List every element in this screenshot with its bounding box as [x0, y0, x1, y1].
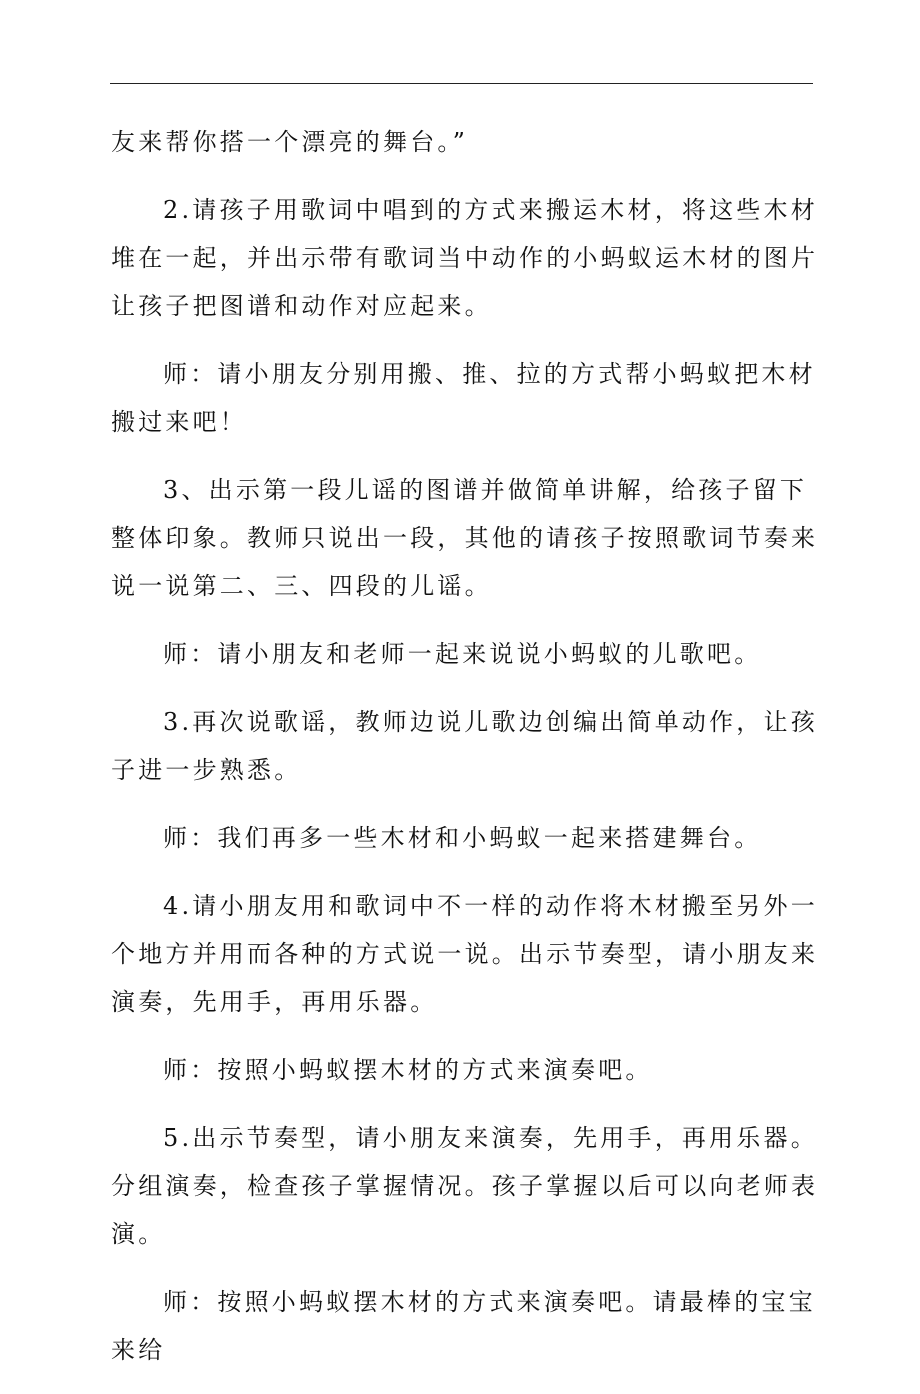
paragraph-4: 3、出示第一段儿谣的图谱并做简单讲解，给孩子留下整体印象。教师只说出一段，其他的请孩子按照歌词节奏来说一说第二、三、四段的儿谣。 — [111, 476, 819, 600]
paragraph-6: 3.再次说歌谣，教师边说儿歌边创编出简单动作，让孩子进一步熟悉。 — [111, 708, 818, 784]
paragraph-5: 师：请小朋友和老师一起来说说小蚂蚁的儿歌吧。 — [163, 640, 762, 668]
header-rule — [110, 83, 813, 84]
paragraph-7: 师：我们再多一些木材和小蚂蚁一起来搭建舞台。 — [163, 824, 762, 852]
paragraph-2: 2.请孩子用歌词中唱到的方式来搬运木材，将这些木材堆在一起，并出示带有歌词当中动作的小蚂蚁运木材的图片让孩子把图谱和动作对应起来。 — [111, 196, 819, 320]
paragraph-8: 4.请小朋友用和歌词中不一样的动作将木材搬至另外一个地方并用而各种的方式说一说。出示节奏型，请小朋友来演奏，先用手，再用乐器。 — [111, 892, 819, 1016]
paragraph-9: 师：按照小蚂蚁摆木材的方式来演奏吧。 — [163, 1056, 653, 1084]
paragraph-11: 师：按照小蚂蚁摆木材的方式来演奏吧。请最棒的宝宝来给 — [111, 1288, 816, 1364]
paragraph-1: 友来帮你搭一个漂亮的舞台。” — [111, 128, 469, 156]
document-body — [111, 118, 823, 1394]
paragraph-3: 师：请小朋友分别用搬、推、拉的方式帮小蚂蚁把木材搬过来吧！ — [111, 360, 816, 436]
paragraph-10: 5.出示节奏型，请小朋友来演奏，先用手，再用乐器。分组演奏，检查孩子掌握情况。孩子掌握以后可以向老师表演。 — [111, 1124, 819, 1248]
